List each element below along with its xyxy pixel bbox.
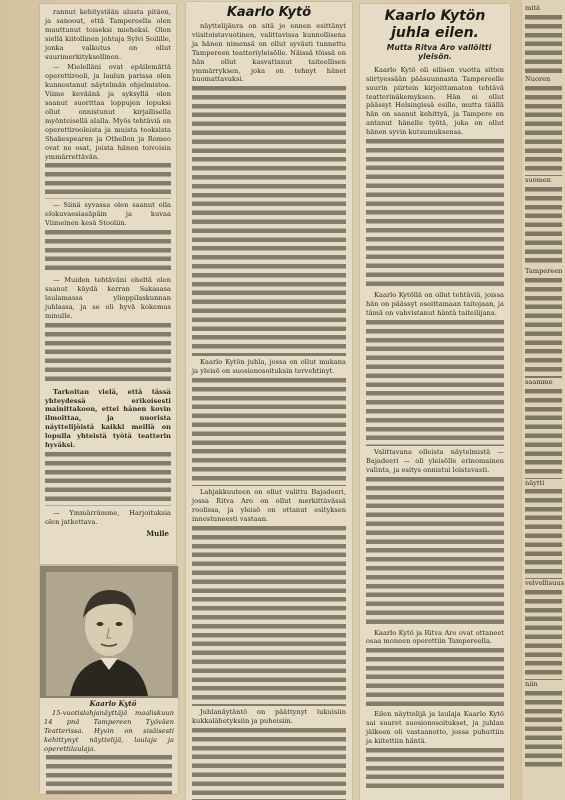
left-text-lines [45, 163, 171, 199]
left-text-lines [45, 452, 171, 506]
stub-text-lines [525, 489, 562, 579]
left-text-lines [45, 323, 171, 385]
middle-paragraph-3: Lahjakkuuteen on ollut valittu Bajadeeri, jossa Ritva Aro on ollut merkittävässä roolissa, ja yleisö on ottanut esityksen innostuneesti vastaan. [192, 488, 346, 523]
stub-line: Nuoren [525, 74, 551, 83]
stub-text-lines [525, 15, 562, 75]
stub-line: näytti [525, 478, 545, 487]
photo-clipping [40, 566, 178, 794]
right-text-lines [366, 139, 504, 289]
stub-text-lines [525, 187, 562, 267]
caption-text-lines [46, 755, 172, 794]
middle-paragraph-2: Kaarlo Kytön juhla, jossa on ollut mukana ja yleisö on suosionosoituksin tervehtinyt. [192, 358, 346, 376]
middle-paragraph-4: Juhlanäytäntö on päättynyt lukuisiin kukkalähetyksiin ja puheisiin. [192, 707, 346, 725]
left-article-clipping [40, 4, 176, 564]
left-signature: Mulle [146, 528, 169, 538]
stub-text-lines [525, 590, 562, 680]
portrait-photo [40, 566, 178, 698]
middle-paragraph-1: näyttelijäura on sitä jo ennen esittänyt viisitoistavuotinen, valittavissa kunnollisena ja hänen nimensä on ollut syvästi tunnettu Tampereen teatteriyleisölle. Näissä töissä on hän ollut kasvattanut taiteellisen ymmärryksen, joka on tehnyt hänet huomattavaksi. [192, 22, 346, 84]
photo-caption-name: Kaarlo Kytö [89, 699, 137, 708]
right-headline: Kaarlo Kytön juhla eilen. [384, 8, 486, 41]
left-text-lines [45, 230, 171, 274]
stub-text-lines [525, 691, 562, 771]
left-bold-paragraph: Tarkoitan vielä, että tässä yhteydessä erikoisesti mainittakoon, ettei hänen kovin ilmoittaa, ja nuorista näyttelijöistä kaikki meillä on lopulla yhteistä työtä teatterin hyväksi. [45, 387, 171, 450]
right-edge-clipping [522, 0, 565, 800]
stub-text-lines [525, 278, 562, 378]
middle-text-lines [192, 728, 346, 800]
stub-line: suomen [525, 175, 552, 184]
left-paragraph-4: — Muiden tehtäväni oheltä olen saanut käydä kerran Sakasasa laulamassa ylioppilaskunnan juhlassa, ja se oli hyvä kokemus minulle. [45, 276, 171, 320]
right-paragraph-2: Kaarlo Kytöllä on ollut tehtäviä, joissa hän on päässyt osoittamaan taitojaan, ja tämä on vahvistanut häntä taiteilijana. [366, 291, 504, 317]
right-text-lines [366, 320, 504, 446]
right-text-lines [366, 648, 504, 708]
right-paragraph-5: Eilen näyttelijä ja laulaja Kaarlo Kytö sai suuret suosionosoitukset, ja juhlan jälkeen oli vastaanotto, jossa puhuttiin ja kiitettiin häntä. [366, 710, 504, 746]
right-paragraph-1: Kaarlo Kytö oli eilisen vuotta sitten siirtyessään pääsuunnasta Tampereelle suurin piirtein kirjoittamaton tehtävä teatterinäkemyksen. Hän ei ollut päässyt Helsingissä esille, mutta täällä hän on saanut kehittyä, ja Tampere on antanut hänelle työtä, joka on ollut hänen syvin kutsumuksensa. [366, 65, 504, 137]
photo-caption-text: 15-vuotislahjanäyttäjä maaliskuun 14 pnä Tampereen Työväen Teatterissa. Hyvin on sisäisesti kehittynyt näyttelijä, laulaja ja operettilaulaja. [44, 708, 174, 753]
right-text-lines [366, 477, 504, 627]
stub-text-lines [525, 389, 562, 479]
middle-article-clipping [186, 2, 352, 800]
right-paragraph-3: Valittavana olleista näytelmistä — Bajadeeri — oli yleisölle erinomainen valinta, ja esitys onnistui loistavasti. [366, 447, 504, 474]
left-closing: — Ymmärrämme, Harjoituksia olen jatkettava. [45, 509, 171, 526]
stub-line: mitä [525, 4, 540, 12]
stub-line: velvollisuus [525, 579, 565, 588]
right-subheadline: Mutta Ritva Aro vallöitti yleisön. [386, 43, 492, 61]
stub-line: saamme [525, 377, 553, 386]
middle-text-lines [192, 86, 346, 356]
middle-text-lines [192, 526, 346, 706]
right-article-clipping [360, 4, 510, 800]
left-paragraph-3: — Siinä syvassa olen saanut olla elokuvaesiasäpäin ja kuvaa Viimeinen kesä Stooliin. [45, 201, 171, 228]
stub-text-lines [525, 86, 562, 176]
middle-headline: Kaarlo Kytö [226, 5, 312, 20]
stub-line: niin [525, 680, 538, 689]
right-paragraph-4: Kaarlo Kytö ja Ritva Aro ovat ottaneet osaa moneen operettiin Tampereella. [366, 628, 504, 646]
right-text-lines [366, 748, 504, 792]
middle-text-lines [192, 378, 346, 486]
left-paragraph-1: rannut kehitystään alusta pitäen, ja sanoout, että Tampereella olen muuttunut toiseksi mieheksi. Olen siellä kiitollinen johtaja Sylvi Soilille, jonka valkutus on ollut suurimerkityksellinen. [45, 8, 171, 61]
left-paragraph-2: — Mielelläni ovat epäilemättä operettirooli, ja laulun parissa olen kunnostanut näytelmän ohjelmistoa. Viime keväänä ja syksyllä olen saanut suorittaa loppujen lopuksi ollut onnistunut kirjallisella myönteisellä alalla. Myös tehtäviä on operettirooleista ja muista teoksista Shakespearen ja Othellon ja Romeo ovat ne osat, joista hänen toivoisin ymmärrettävän. [45, 63, 171, 161]
stub-line: Tampereen [525, 266, 563, 275]
